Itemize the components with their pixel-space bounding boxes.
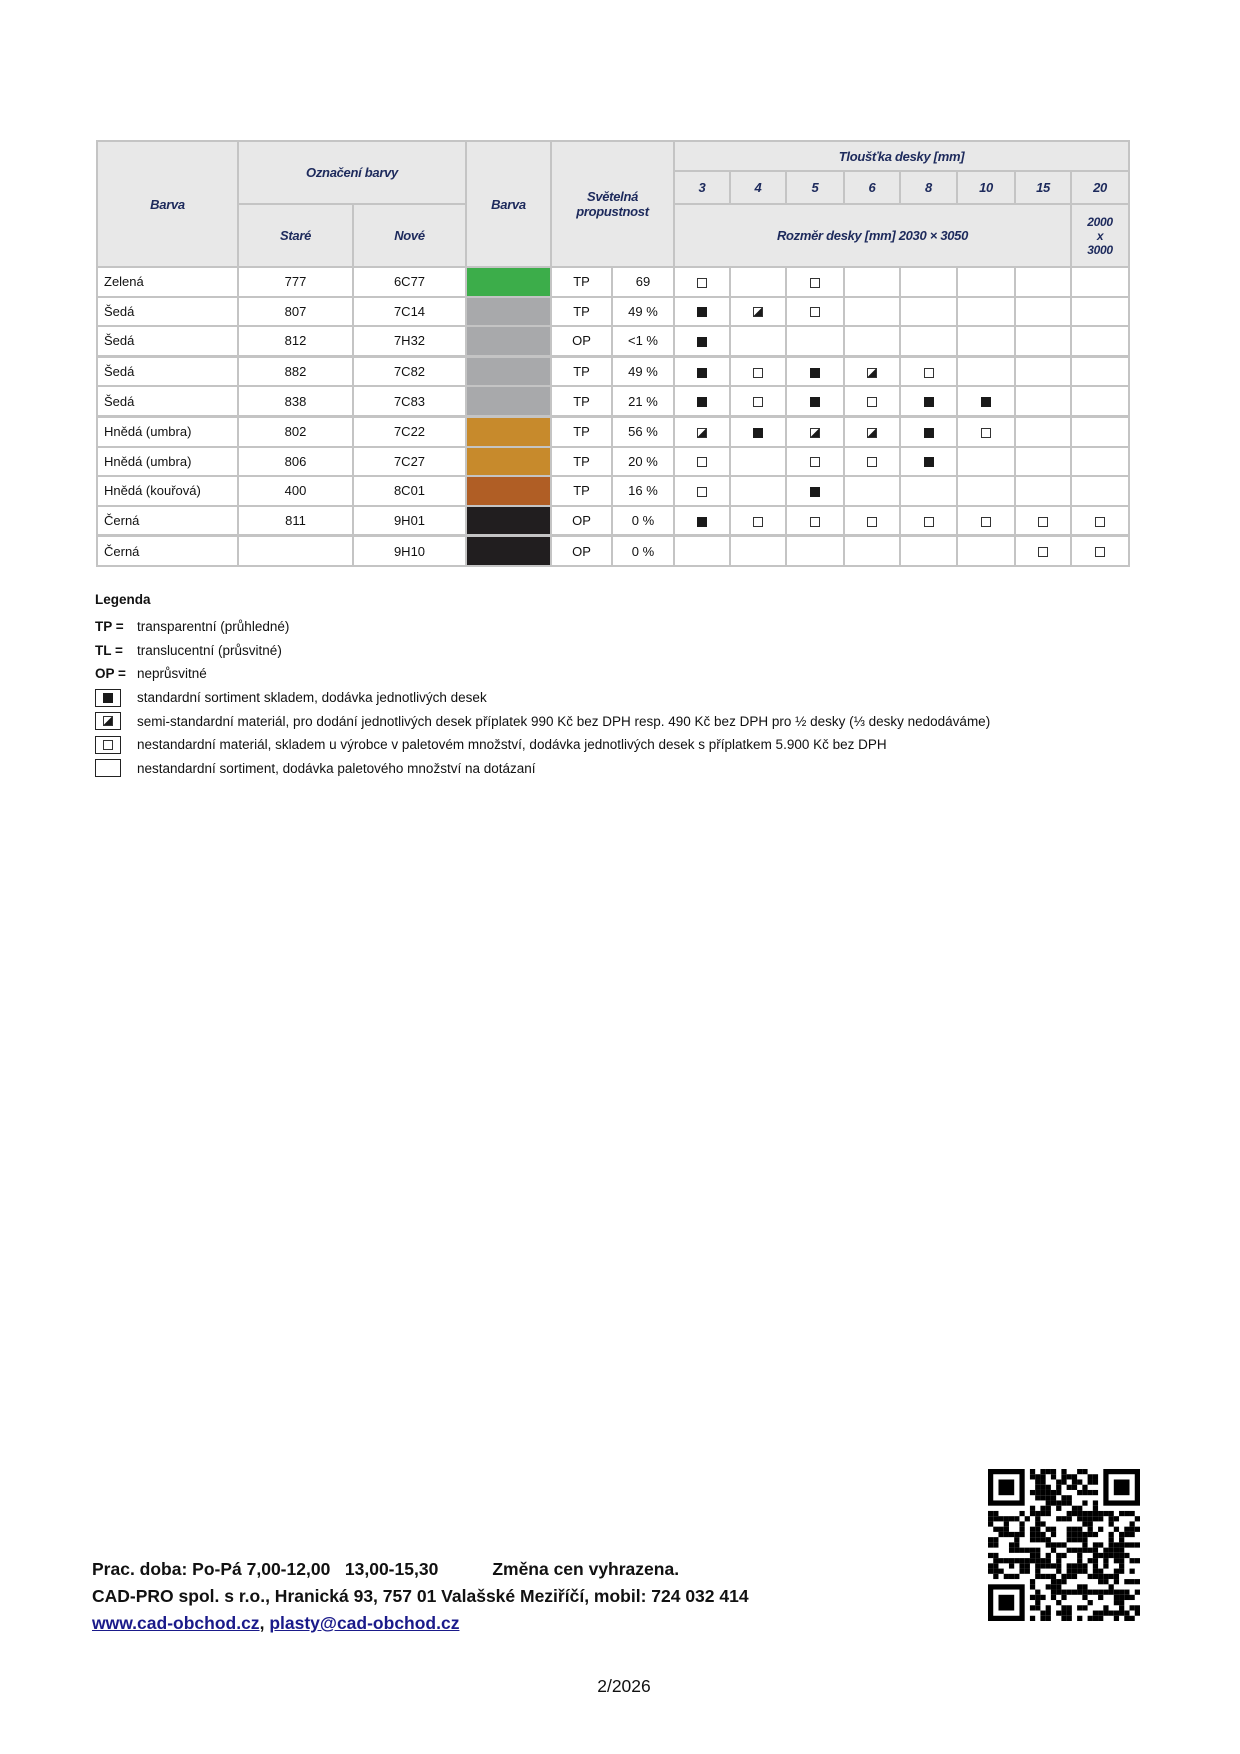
new-code: 9H10	[353, 536, 466, 566]
header-thickness-10: 10	[957, 171, 1015, 204]
new-code: 7C82	[353, 356, 466, 386]
empty-square-icon	[1038, 547, 1048, 557]
legend-symbol-box	[95, 689, 121, 707]
old-code: 838	[238, 386, 353, 416]
legend-text: neprůsvitné	[137, 666, 207, 682]
availability-cell	[844, 536, 900, 566]
name: Zelená	[97, 267, 238, 297]
empty-square-icon	[981, 428, 991, 438]
availability-cell	[844, 326, 900, 356]
availability-cell	[844, 297, 900, 327]
transparency-type: OP	[551, 536, 612, 566]
transparency-type: TP	[551, 476, 612, 506]
light-transmission: 49 %	[612, 297, 674, 327]
light-transmission: 0 %	[612, 536, 674, 566]
header-thickness-4: 4	[730, 171, 786, 204]
availability-cell	[1015, 386, 1071, 416]
availability-cell	[900, 506, 957, 536]
table-row	[97, 416, 1129, 446]
filled-square-icon	[924, 397, 934, 407]
table-row	[97, 297, 1129, 327]
availability-cell	[957, 267, 1015, 297]
empty-square-icon	[810, 517, 820, 527]
availability-cell	[844, 386, 900, 416]
new-code: 7C83	[353, 386, 466, 416]
color-swatch	[466, 416, 551, 446]
old-code: 400	[238, 476, 353, 506]
empty-square-icon	[753, 368, 763, 378]
availability-cell	[844, 267, 900, 297]
legend-item	[95, 639, 990, 663]
availability-cell	[1071, 386, 1129, 416]
light-transmission: 49 %	[612, 356, 674, 386]
availability-cell	[1015, 476, 1071, 506]
availability-cell	[957, 536, 1015, 566]
availability-cell	[957, 297, 1015, 327]
empty-square-icon	[810, 278, 820, 288]
availability-cell	[674, 536, 730, 566]
old-code: 811	[238, 506, 353, 536]
empty-square-icon	[924, 517, 934, 527]
availability-cell	[674, 506, 730, 536]
availability-cell	[786, 506, 844, 536]
light-transmission: 20 %	[612, 447, 674, 477]
availability-cell	[730, 416, 786, 446]
legend-item	[95, 686, 990, 710]
new-code: 7C27	[353, 447, 466, 477]
availability-cell	[1071, 297, 1129, 327]
light-transmission: <1 %	[612, 326, 674, 356]
filled-square-icon	[981, 397, 991, 407]
filled-square-icon	[103, 693, 113, 703]
header-thickness-20: 20	[1071, 171, 1129, 204]
empty-square-icon	[1095, 547, 1105, 557]
availability-cell	[900, 267, 957, 297]
legend-symbol-box	[95, 759, 121, 777]
color-swatch	[466, 326, 551, 356]
empty-square-icon	[810, 457, 820, 467]
availability-cell	[786, 416, 844, 446]
availability-cell	[1015, 506, 1071, 536]
availability-cell	[674, 297, 730, 327]
availability-cell	[900, 356, 957, 386]
color-swatch	[466, 506, 551, 536]
filled-square-icon	[697, 397, 707, 407]
name: Šedá	[97, 356, 238, 386]
availability-cell	[900, 476, 957, 506]
availability-cell	[674, 447, 730, 477]
availability-cell	[1071, 536, 1129, 566]
header-stare: Staré	[238, 204, 353, 267]
empty-square-icon	[753, 397, 763, 407]
availability-cell	[730, 386, 786, 416]
new-code: 9H01	[353, 506, 466, 536]
new-code: 6C77	[353, 267, 466, 297]
table-row	[97, 386, 1129, 416]
half-filled-square-icon	[810, 428, 820, 438]
availability-cell	[786, 267, 844, 297]
light-transmission: 56 %	[612, 416, 674, 446]
empty-square-icon	[1095, 517, 1105, 527]
empty-square-icon	[867, 517, 877, 527]
availability-cell	[730, 356, 786, 386]
availability-cell	[1015, 267, 1071, 297]
old-code: 802	[238, 416, 353, 446]
availability-cell	[844, 476, 900, 506]
header-thickness-8: 8	[900, 171, 957, 204]
availability-cell	[957, 326, 1015, 356]
transparency-type: OP	[551, 326, 612, 356]
availability-cell	[1071, 267, 1129, 297]
table-row	[97, 447, 1129, 477]
empty-square-icon	[981, 517, 991, 527]
availability-cell	[674, 267, 730, 297]
transparency-type: TP	[551, 416, 612, 446]
empty-square-icon	[103, 740, 113, 750]
header-nove: Nové	[353, 204, 466, 267]
availability-cell	[844, 356, 900, 386]
table-row	[97, 476, 1129, 506]
transparency-type: OP	[551, 506, 612, 536]
color-swatch	[466, 356, 551, 386]
light-transmission: 16 %	[612, 476, 674, 506]
legend-symbol-box	[95, 712, 121, 730]
availability-cell	[674, 416, 730, 446]
filled-square-icon	[697, 368, 707, 378]
name: Šedá	[97, 386, 238, 416]
empty-square-icon	[924, 368, 934, 378]
availability-cell	[1015, 447, 1071, 477]
filled-square-icon	[753, 428, 763, 438]
availability-cell	[844, 447, 900, 477]
header-barva-swatch: Barva	[466, 141, 551, 267]
half-filled-square-icon	[867, 368, 877, 378]
filled-square-icon	[924, 457, 934, 467]
availability-cell	[786, 536, 844, 566]
old-code	[238, 536, 353, 566]
legend-item	[95, 615, 990, 639]
filled-square-icon	[697, 337, 707, 347]
availability-cell	[1071, 476, 1129, 506]
color-swatch	[466, 476, 551, 506]
transparency-type: TP	[551, 297, 612, 327]
header-svetelna: Světelná propustnost	[551, 141, 674, 267]
half-filled-square-icon	[697, 428, 707, 438]
name: Šedá	[97, 297, 238, 327]
name: Hnědá (kouřová)	[97, 476, 238, 506]
availability-cell	[1015, 536, 1071, 566]
transparency-type: TP	[551, 356, 612, 386]
old-code: 777	[238, 267, 353, 297]
filled-square-icon	[697, 307, 707, 317]
empty-square-icon	[810, 307, 820, 317]
availability-cell	[786, 326, 844, 356]
availability-cell	[1071, 447, 1129, 477]
availability-cell	[900, 416, 957, 446]
header-thickness-3: 3	[674, 171, 730, 204]
filled-square-icon	[810, 397, 820, 407]
color-swatch	[466, 386, 551, 416]
header-tloustka: Tloušťka desky [mm]	[674, 141, 1129, 171]
empty-square-icon	[1038, 517, 1048, 527]
availability-cell	[674, 386, 730, 416]
color-availability-table	[96, 140, 1130, 567]
legend-item	[95, 733, 990, 757]
legend-key: OP =	[95, 666, 126, 682]
header-thickness-5: 5	[786, 171, 844, 204]
availability-cell	[730, 506, 786, 536]
filled-square-icon	[697, 517, 707, 527]
empty-square-icon	[697, 457, 707, 467]
transparency-type: TP	[551, 447, 612, 477]
table-row	[97, 267, 1129, 297]
availability-cell	[957, 476, 1015, 506]
availability-cell	[1071, 326, 1129, 356]
availability-cell	[844, 506, 900, 536]
header-rozmer-20: 2000 x 3000	[1071, 204, 1129, 267]
availability-cell	[674, 476, 730, 506]
availability-cell	[730, 326, 786, 356]
header-thickness-15: 15	[1015, 171, 1071, 204]
availability-cell	[1071, 506, 1129, 536]
working-hours: Prac. doba: Po-Pá 7,00-12,00 13,00-15,30	[92, 1559, 439, 1579]
legend-item	[95, 662, 990, 686]
availability-cell	[1071, 416, 1129, 446]
header-oznaceni: Označení barvy	[238, 141, 466, 204]
half-filled-square-icon	[867, 428, 877, 438]
color-swatch	[466, 536, 551, 566]
new-code: 7C14	[353, 297, 466, 327]
light-transmission: 0 %	[612, 506, 674, 536]
availability-cell	[786, 297, 844, 327]
price-notice: Změna cen vyhrazena.	[492, 1559, 680, 1579]
footer: Prac. doba: Po-Pá 7,00-12,00 13,00-15,30 Změna cen vyhrazena. CAD-PRO spol. s r.o., Hranická 93, 757 01 Valašské Meziříčí, mobil: 724 032 414 www.cad-obchod.cz, plasty@cad-obchod.cz	[92, 1559, 749, 1633]
filled-square-icon	[924, 428, 934, 438]
availability-cell	[1071, 356, 1129, 386]
light-transmission: 21 %	[612, 386, 674, 416]
website-link[interactable]: www.cad-obchod.cz	[92, 1613, 260, 1633]
legend-symbol-box	[95, 736, 121, 754]
name: Hnědá (umbra)	[97, 447, 238, 477]
availability-cell	[730, 297, 786, 327]
half-filled-square-icon	[753, 307, 763, 317]
header-thickness-6: 6	[844, 171, 900, 204]
availability-cell	[730, 476, 786, 506]
availability-cell	[1015, 356, 1071, 386]
availability-cell	[844, 416, 900, 446]
availability-cell	[900, 536, 957, 566]
legend-item	[95, 709, 990, 733]
availability-cell	[957, 356, 1015, 386]
table-row	[97, 506, 1129, 536]
color-swatch	[466, 267, 551, 297]
availability-cell	[1015, 326, 1071, 356]
old-code: 882	[238, 356, 353, 386]
new-code: 8C01	[353, 476, 466, 506]
old-code: 806	[238, 447, 353, 477]
legend-title: Legenda	[95, 592, 151, 607]
availability-cell	[1015, 297, 1071, 327]
table-row	[97, 356, 1129, 386]
empty-square-icon	[753, 517, 763, 527]
availability-cell	[730, 267, 786, 297]
legend-text: transparentní (průhledné)	[137, 619, 290, 635]
availability-cell	[786, 476, 844, 506]
light-transmission: 69	[612, 267, 674, 297]
legend-text: nestandardní materiál, skladem u výrobce v paletovém množství, dodávka jednotlivých desek s příplatkem 5.900 Kč bez DPH	[137, 737, 887, 753]
page-number: 2/2026	[597, 1676, 651, 1696]
table-row	[97, 536, 1129, 566]
empty-square-icon	[697, 487, 707, 497]
color-swatch	[466, 447, 551, 477]
empty-square-icon	[867, 397, 877, 407]
empty-square-icon	[867, 457, 877, 467]
legend-item	[95, 757, 990, 781]
filled-square-icon	[810, 487, 820, 497]
availability-cell	[957, 416, 1015, 446]
legend-text: standardní sortiment skladem, dodávka jednotlivých desek	[137, 690, 487, 706]
filled-square-icon	[810, 368, 820, 378]
availability-cell	[900, 297, 957, 327]
availability-cell	[786, 356, 844, 386]
legend-text: nestandardní sortiment, dodávka paletového množství na dotázaní	[137, 760, 536, 776]
transparency-type: TP	[551, 386, 612, 416]
old-code: 807	[238, 297, 353, 327]
name: Černá	[97, 506, 238, 536]
half-filled-square-icon	[103, 716, 113, 726]
header-barva: Barva	[97, 141, 238, 267]
availability-cell	[1015, 416, 1071, 446]
availability-cell	[674, 356, 730, 386]
empty-square-icon	[697, 278, 707, 288]
legend	[95, 592, 990, 780]
availability-cell	[786, 386, 844, 416]
availability-cell	[900, 326, 957, 356]
legend-text: semi-standardní materiál, pro dodání jednotlivých desek příplatek 990 Kč bez DPH resp. 490 Kč bez DPH pro ½ desky (⅓ desky nedodáváme)	[137, 713, 991, 729]
availability-cell	[900, 447, 957, 477]
email-link[interactable]: plasty@cad-obchod.cz	[269, 1613, 460, 1633]
header-rozmer: Rozměr desky [mm] 2030 × 3050	[674, 204, 1071, 267]
old-code: 812	[238, 326, 353, 356]
new-code: 7C22	[353, 416, 466, 446]
color-swatch	[466, 297, 551, 327]
name: Hnědá (umbra)	[97, 416, 238, 446]
table-row	[97, 326, 1129, 356]
transparency-type: TP	[551, 267, 612, 297]
legend-text: translucentní (průsvitné)	[137, 642, 282, 658]
legend-key: TP =	[95, 619, 124, 635]
qr-code-icon	[988, 1469, 1140, 1621]
availability-cell	[674, 326, 730, 356]
company-address: CAD-PRO spol. s r.o., Hranická 93, 757 01 Valašské Meziříčí, mobil: 724 032 414	[92, 1586, 749, 1606]
availability-cell	[786, 447, 844, 477]
name: Šedá	[97, 326, 238, 356]
legend-key: TL =	[95, 642, 123, 658]
availability-cell	[957, 386, 1015, 416]
availability-cell	[957, 447, 1015, 477]
availability-cell	[957, 506, 1015, 536]
availability-cell	[900, 386, 957, 416]
new-code: 7H32	[353, 326, 466, 356]
name: Černá	[97, 536, 238, 566]
availability-cell	[730, 536, 786, 566]
availability-cell	[730, 447, 786, 477]
